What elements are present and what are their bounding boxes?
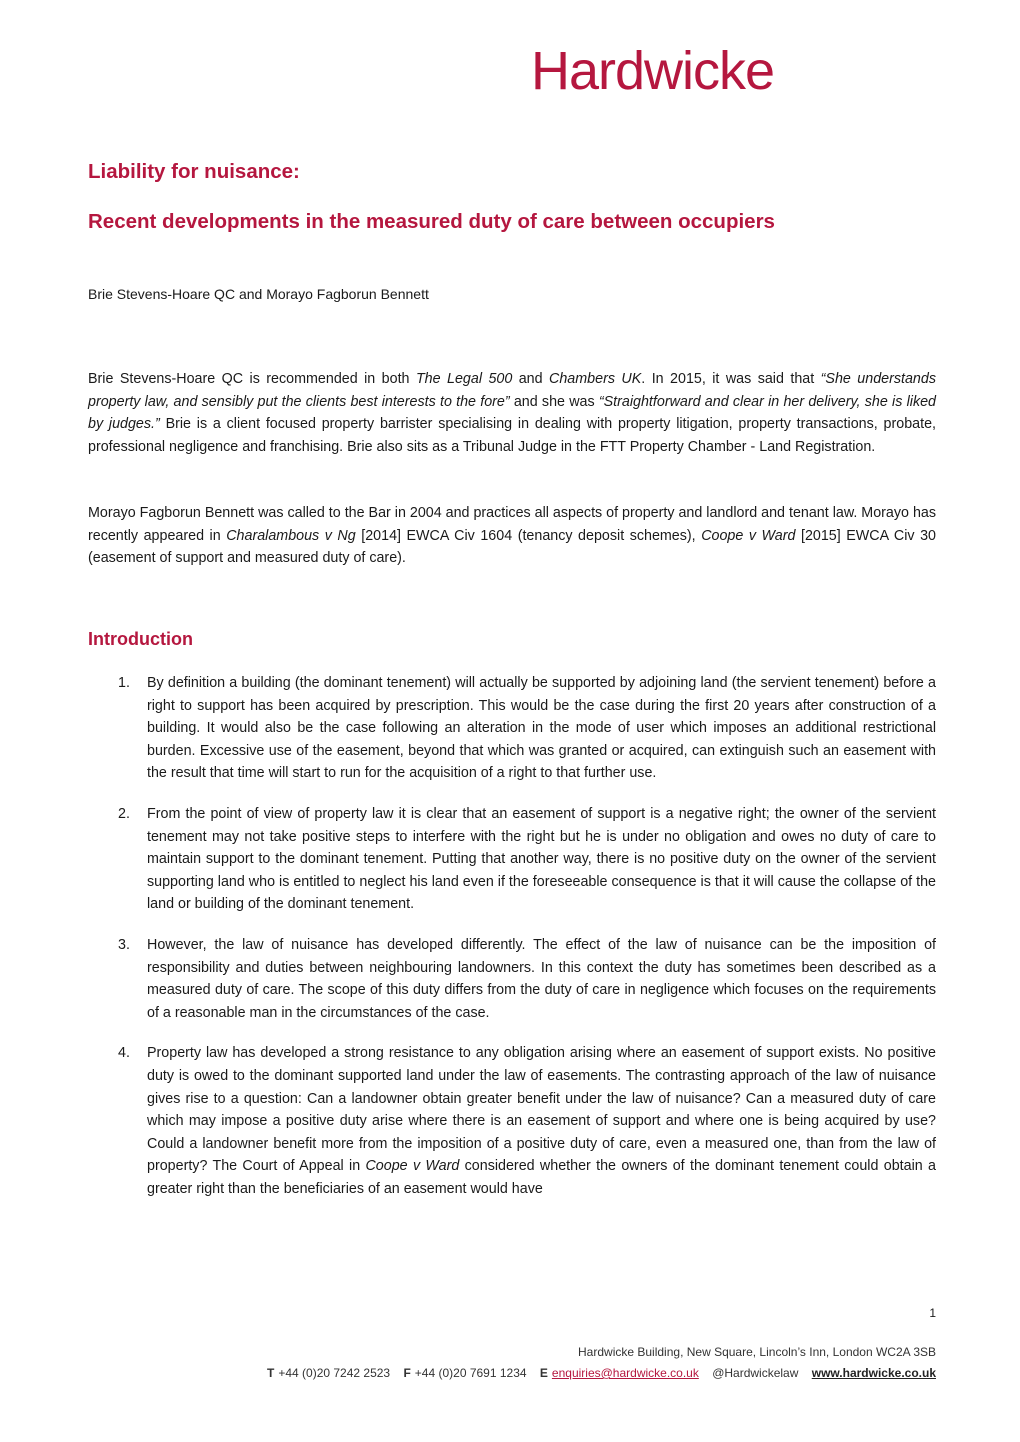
document-subtitle: Recent developments in the measured duty of care between occupiers [88, 210, 775, 233]
case-name: Charalambous v Ng [226, 527, 356, 544]
publication-title: Chambers UK [549, 371, 642, 387]
text-span: and she was [509, 393, 599, 410]
text-span: Brie is a client focused property barrister specialising in dealing with property litigation, property transactions, probate, professional negligence and franchising. Brie also sits as a Tribunal Judge in the FTT Property Chamber - Land Registration. [88, 416, 936, 455]
item-number: 1. [118, 675, 130, 691]
item-number: 3. [118, 936, 130, 953]
website-link[interactable]: www.hardwicke.co.uk [811, 1366, 936, 1380]
footer-address: Hardwicke Building, New Square, Lincoln’s Inn, London WC2A 3SB [578, 1345, 936, 1359]
document-title: Liability for nuisance: [88, 160, 300, 183]
hardwicke-logo: Hardwicke [531, 41, 775, 101]
quote: “She understands property law, and sensibly put the clients best interests to the fore” [88, 371, 936, 410]
case-name: Coope v Ward [701, 527, 796, 544]
item-number: 4. [118, 1045, 130, 1062]
item-text: From the point of view of property law it is clear that an easement of support is a negative right; the owner of the servient tenement may not take positive steps to interfere with the right but he is under no obligation and owes no duty of care to maintain support to the dominant tenement. Putting that another way, there is no positive duty on the owner of the servient supporting land who is entitled to neglect his land even if the foreseeable consequence is that it will cause the collapse of the land or building of the dominant tenement. [147, 805, 936, 913]
twitter-handle: @Hardwickelaw [712, 1366, 799, 1380]
text-span: Brie Stevens-Hoare QC is recommended in both [88, 371, 416, 387]
email-label: E [539, 1366, 548, 1380]
text-span: [2015] EWCA Civ 30 (easement of support and measured duty of care). [88, 527, 936, 567]
numbered-paragraphs [88, 672, 936, 1218]
case-name: Coope v Ward [365, 1158, 460, 1175]
bio-fagborun-bennett [88, 502, 936, 570]
page-number: 1 [929, 1306, 936, 1320]
footer-contact [267, 1366, 936, 1380]
fax-label: F [403, 1366, 411, 1380]
publication-title: The Legal 500 [415, 371, 513, 387]
email-link[interactable]: enquiries@hardwicke.co.uk [551, 1366, 699, 1380]
tel-number: +44 (0)20 7242 2523 [278, 1366, 391, 1380]
text-span: . In 2015, it was said that [641, 371, 821, 387]
quote: “Straightforward and clear in her delivery, she is liked by judges.” [88, 393, 936, 433]
text-span: Morayo Fagborun Bennett was called to the Bar in 2004 and practices all aspects of property and landlord and tenant law. Morayo has recently appeared in [88, 505, 936, 544]
authors-line: Brie Stevens-Hoare QC and Morayo Fagborun Bennett [88, 286, 429, 302]
item-number: 2. [118, 805, 130, 822]
item-text: considered whether the owners of the dominant tenement could obtain a greater right than the beneficiaries of an easement would have [147, 1158, 936, 1197]
list-item [88, 1042, 936, 1200]
fax-number: +44 (0)20 7691 1234 [414, 1366, 527, 1380]
item-text: However, the law of nuisance has developed differently. The effect of the law of nuisance can be the imposition of responsibility and duties between neighbouring landowners. In this context the duty has sometimes been described as a measured duty of care. The scope of this duty differs from the duty of care in negligence which focuses on the requirements of a reasonable man in the circumstances of the case. [147, 936, 936, 1021]
text-span: and [512, 371, 550, 387]
item-text: Property law has developed a strong resistance to any obligation arising where an easement of support exists. No positive duty is owed to the dominant supported land under the law of easements. The contrasting approach of the law of nuisance gives rise to a question: Can a landowner obtain greater benefit under the law of nuisance? Can a measured duty of care which may impose a positive duty arise where there is an easement of support and where one is being acquired by use? Could a landowner benefit more from the imposition of a positive duty of care, even a measured one, than from the law of property? The Court of Appeal in [147, 1045, 936, 1175]
text-span: [2014] EWCA Civ 1604 (tenancy deposit schemes), [355, 527, 702, 544]
list-item [88, 803, 936, 916]
list-item [88, 672, 936, 785]
bio-stevens-hoare [88, 368, 936, 458]
item-text: By definition a building (the dominant tenement) will actually be supported by adjoining land (the servient tenement) before a right to support has been acquired by prescription. This would be the case during the first 20 years after construction of a building. It would also be the case following an alteration in the mode of user which imposes an additional restrictional burden. Excessive use of the easement, beyond that which was granted or acquired, can extinguish such an easement with the result that time will start to run for the acquisition of a right to that further use. [147, 675, 936, 782]
tel-label: T [267, 1366, 275, 1380]
list-item [88, 934, 936, 1024]
section-heading-introduction: Introduction [88, 629, 193, 649]
